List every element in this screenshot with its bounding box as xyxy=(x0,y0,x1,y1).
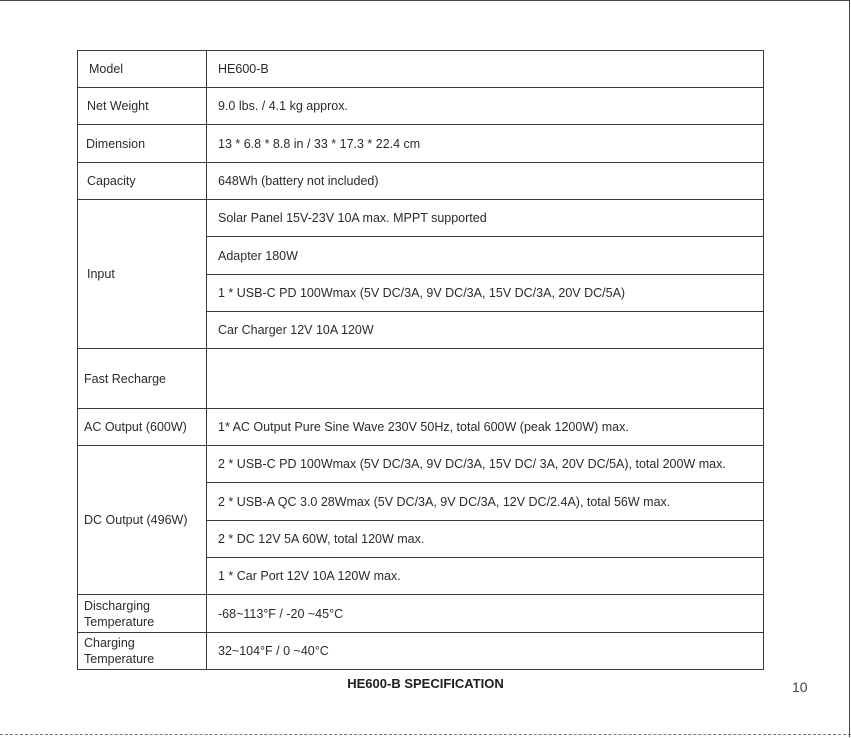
dc-output-value: 2 * USB-A QC 3.0 28Wmax (5V DC/3A, 9V DC/3A, 12V DC/2.4A), total 56W max. xyxy=(207,483,764,521)
ac-output-value: 1* AC Output Pure Sine Wave 230V 50Hz, total 600W (peak 1200W) max. xyxy=(207,409,764,446)
table-row xyxy=(78,595,764,633)
dc-output-value: 2 * DC 12V 5A 60W, total 120W max. xyxy=(207,521,764,558)
dc-output-label: DC Output (496W) xyxy=(78,446,207,595)
discharging-temperature-value: -68~113°F / -20 ~45°C xyxy=(207,595,764,633)
table-row xyxy=(78,349,764,409)
table-row xyxy=(78,125,764,163)
table-row xyxy=(78,163,764,200)
table-row xyxy=(78,51,764,88)
net-weight-label: Net Weight xyxy=(78,88,207,125)
input-label: Input xyxy=(78,200,207,349)
charging-temperature-value: 32~104°F / 0 ~40°C xyxy=(207,633,764,670)
bottom-rule xyxy=(0,734,851,735)
table-row xyxy=(78,446,764,483)
dc-output-value: 1 * Car Port 12V 10A 120W max. xyxy=(207,558,764,595)
table-caption: HE600-B SPECIFICATION xyxy=(347,676,504,691)
input-value: 1 * USB-C PD 100Wmax (5V DC/3A, 9V DC/3A, 15V DC/3A, 20V DC/5A) xyxy=(207,275,764,312)
dimension-label: Dimension xyxy=(78,125,207,163)
fast-recharge-value xyxy=(207,349,764,409)
dimension-value: 13 * 6.8 * 8.8 in / 33 * 17.3 * 22.4 cm xyxy=(207,125,764,163)
ac-output-label: AC Output (600W) xyxy=(78,409,207,446)
net-weight-value: 9.0 lbs. / 4.1 kg approx. xyxy=(207,88,764,125)
capacity-label: Capacity xyxy=(78,163,207,200)
table-row xyxy=(78,200,764,237)
input-value: Adapter 180W xyxy=(207,237,764,275)
table-row xyxy=(78,633,764,670)
specification-table xyxy=(77,50,764,670)
page-number: 10 xyxy=(792,679,808,695)
input-value: Car Charger 12V 10A 120W xyxy=(207,312,764,349)
dc-output-value: 2 * USB-C PD 100Wmax (5V DC/3A, 9V DC/3A, 15V DC/ 3A, 20V DC/5A), total 200W max. xyxy=(207,446,764,483)
table-row xyxy=(78,88,764,125)
charging-temperature-label: Charging Temperature xyxy=(78,633,207,670)
model-value: HE600-B xyxy=(207,51,764,88)
capacity-value: 648Wh (battery not included) xyxy=(207,163,764,200)
input-value: Solar Panel 15V-23V 10A max. MPPT supported xyxy=(207,200,764,237)
table-row xyxy=(78,409,764,446)
model-label: Model xyxy=(78,51,207,88)
fast-recharge-label: Fast Recharge xyxy=(78,349,207,409)
discharging-temperature-label: Discharging Temperature xyxy=(78,595,207,633)
